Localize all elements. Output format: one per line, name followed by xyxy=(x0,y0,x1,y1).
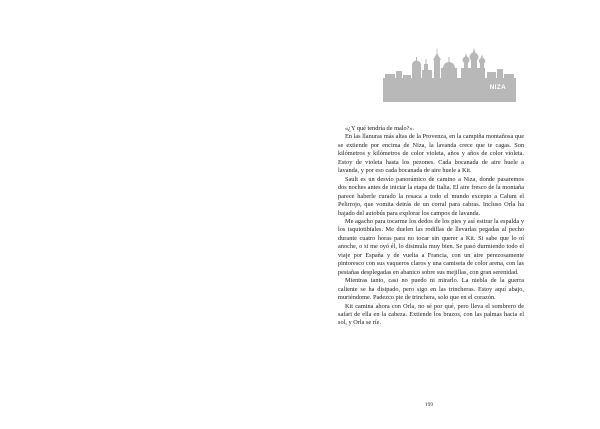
city-label: NIZA xyxy=(489,84,506,91)
paragraph: Sault es un desvío panorámico de camino a Niza, donde pasaremos dos noches antes de iniciar la etapa de Italia. El aire fresco de la montaña parece haberle curado la resaca a todo el mundo excepto a Calum el Pelirrojo, que vomita detrás de un corral para cabras. Incluso Orla ha bajado del autobús para explorar los campos de lavanda. xyxy=(338,175,524,217)
chapter-banner xyxy=(383,48,516,102)
paragraph: «¿Y qué tendría de malo?». xyxy=(345,125,415,132)
city-skyline-illustration xyxy=(383,48,516,102)
body-text xyxy=(338,125,524,328)
paragraph: Mientras tanto, casi no puedo ni mirarlo. La niebla de la guerra caliente se ha disipado, pero sigo en las trincheras. Estoy aquí abajo, muriéndome. Padezco pie de trinchera, solo que en el corazón. xyxy=(338,277,524,302)
paragraph: En las llanuras más altas de la Provenza, en la campiña montañosa que se extiende por encima de Niza, la lavanda crece que te cagas. Son kilómetros y kilómetros de color violeta, años y años de color violeta. Estoy de violeta hasta los pezones. Cada bocanada de aire huele a lavanda, y por eso cada bocanada de aire huele a Kit. xyxy=(338,133,524,175)
paragraph: Me agacho para tocarme los dedos de los pies y así estirar la espalda y los isquiotibiales. Me duelen las rodillas de llevarlas pegadas al pecho durante cuatro horas para no tocar sin querer a Kit. Si sabe que lo oí anoche, o si me oyó él, lo disimula muy bien. Se pasó durmiendo todo el viaje por España y de vuelta a Francia, con un aire perezosamente pintoresco con sus vaqueros claros y una camiseta de color arena, con las pestañas desplegadas en abanico sobre sus mejillas, con gran serenidad. xyxy=(338,217,524,276)
page-number: 199 xyxy=(424,402,434,408)
paragraph: Kit camina ahora con Orla, no sé por qué, pero lleva el sombrero de safari de ella en la cabeza. Extiende los brazos, con las palmas hacia el sol, y Orla se ríe. xyxy=(338,302,524,327)
